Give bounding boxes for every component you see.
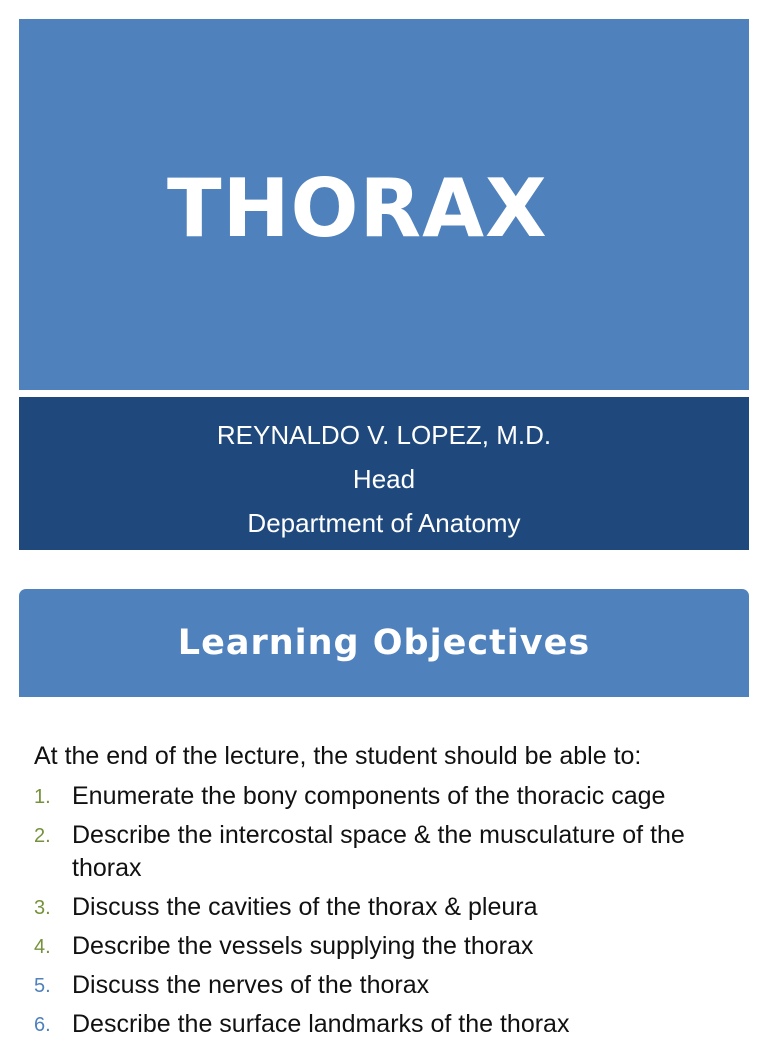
list-text: Enumerate the bony components of the thoracic cage <box>72 782 666 810</box>
list-number: 3. <box>34 897 51 919</box>
list-number: 6. <box>34 1014 51 1036</box>
list-item <box>34 930 748 963</box>
author-department: Department of Anatomy <box>247 508 521 538</box>
title-slide-header <box>19 19 749 390</box>
objectives-list <box>34 780 748 1047</box>
objectives-slide-header <box>19 589 749 697</box>
title-slide <box>19 19 749 550</box>
list-number: 1. <box>34 786 51 808</box>
author-name: REYNALDO V. LOPEZ, M.D. <box>216 420 552 450</box>
list-item <box>34 819 748 885</box>
list-text: Discuss the cavities of the thorax & pleura <box>72 893 538 921</box>
list-text: Describe the surface landmarks of the thorax <box>72 1010 570 1038</box>
list-text: Describe the vessels supplying the thorax <box>72 932 534 960</box>
list-text: Discuss the nerves of the thorax <box>72 971 430 999</box>
objectives-title: Learning Objectives <box>177 623 591 663</box>
slide-title: THORAX <box>167 162 548 255</box>
author-position: Head <box>352 464 416 494</box>
title-slide-subtitle-panel <box>19 397 749 550</box>
list-item <box>34 1008 748 1041</box>
objectives-intro: At the end of the lecture, the student should be able to: <box>34 742 642 770</box>
list-item <box>34 969 748 1002</box>
list-item <box>34 891 748 924</box>
list-text: Describe the intercostal space & the musculature of the thorax <box>72 821 685 882</box>
list-item <box>34 780 748 813</box>
list-number: 2. <box>34 825 51 847</box>
list-number: 5. <box>34 975 51 997</box>
list-number: 4. <box>34 936 51 958</box>
